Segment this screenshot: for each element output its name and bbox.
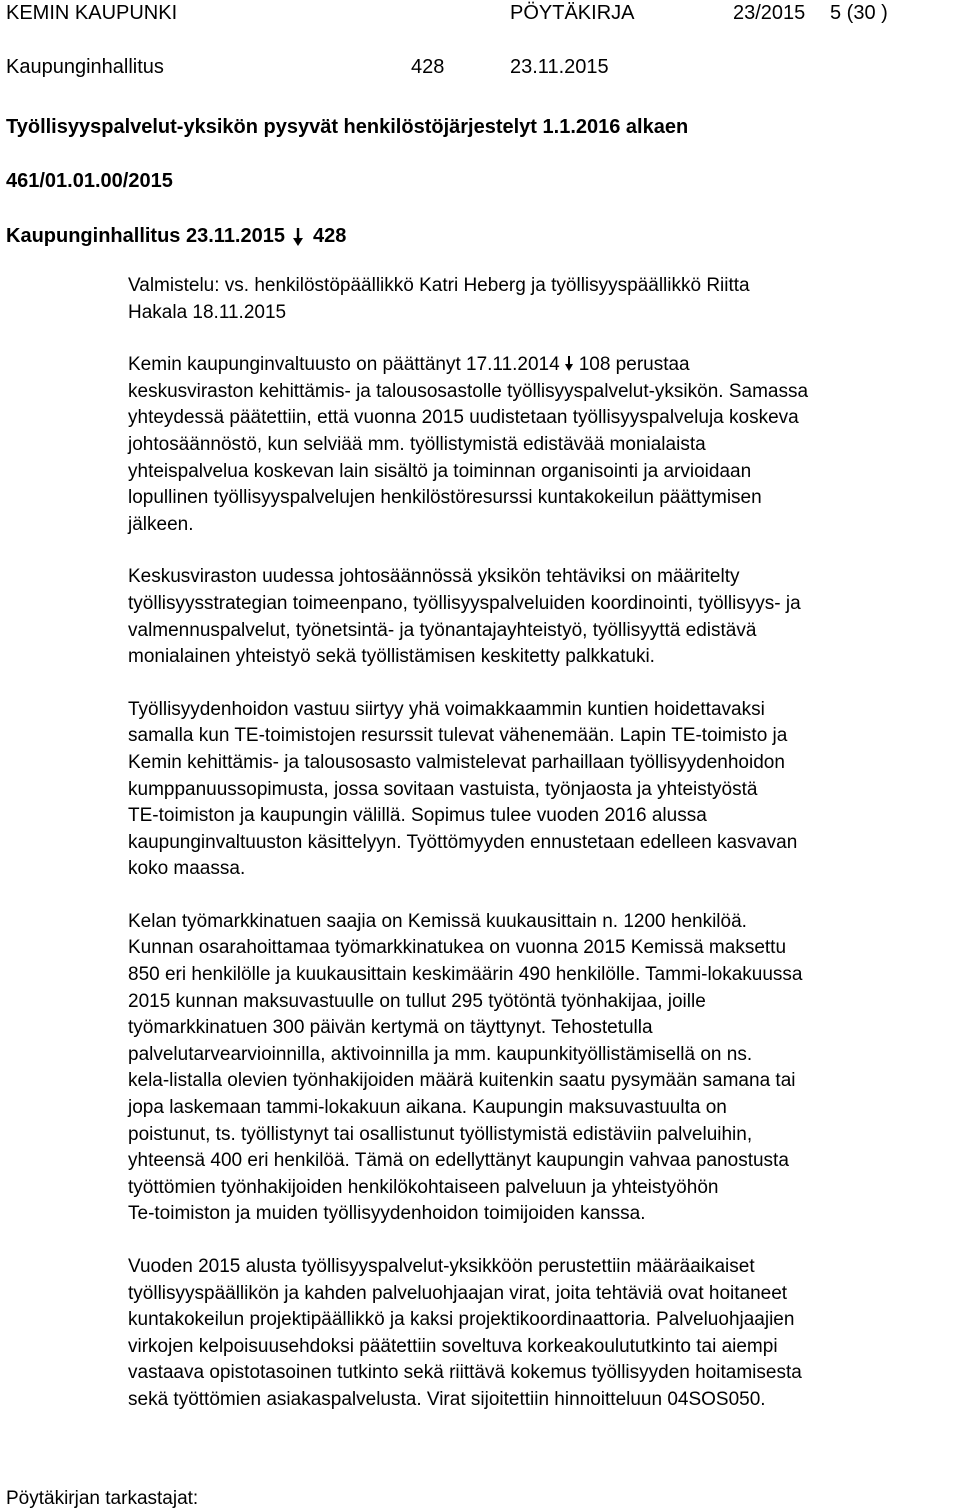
text-line: koko maassa. (128, 858, 246, 880)
text-line: työllisyysstrategian toimeenpano, työllisyyspalveluiden koordinointi, työllisyys- ja (128, 592, 801, 614)
governing-body: Kaupunginhallitus (6, 56, 164, 78)
text-line: jopa laskemaan tammi-lokakuun aikana. Kaupungin maksuvastuulta on (128, 1097, 727, 1119)
document-body (128, 273, 958, 1440)
text-line: poistunut, ts. työllistynyt tai osallistunut työllistymistä edistäviin palveluihin, (128, 1123, 753, 1145)
text-line: kela-listalla olevien työnhakijoiden määrä kuitenkin saatu pysymään samana tai (128, 1070, 796, 1092)
text-line: keskusviraston kehittämis- ja talousosastolle työllisyyspalvelut-yksikön. Samassa (128, 380, 809, 402)
section-arrow-icon (564, 355, 574, 372)
page-number: 5 (30 ) (830, 2, 888, 24)
text-line (128, 352, 958, 379)
paragraph-council-decision (128, 352, 958, 538)
text-line: Vuoden 2015 alusta työllisyyspalvelut-yksikköön perustettiin määräaikaiset (128, 1256, 755, 1277)
page-title: Työllisyyspalvelut-yksikön pysyvät henkilöstöjärjestelyt 1.1.2016 alkaen (6, 116, 689, 138)
paragraph-employment-responsibility (128, 697, 958, 883)
text-line: vastaava opistotasoinen tutkinto sekä riittävä kokemus työllisyyden hoitamisesta (128, 1362, 802, 1384)
text-line: valmennuspalvelut, työnetsintä- ja työnantajayhteistyö, työllisyyttä edistävä (128, 619, 757, 641)
text-line: palvelutarvearvioinnilla, aktivoinnilla ja mm. kaupunkityöllistämisellä on ns. (128, 1043, 753, 1065)
text-line: yhteensä 400 eri henkilöä. Tämä on edellyttänyt kaupungin vahvaa panostusta (128, 1150, 789, 1172)
text-line: sekä työttömien asiakaspalvelusta. Virat sijoitettiin hinnoitteluun 04SOS050. (128, 1388, 766, 1410)
paragraph-temporary-posts (128, 1254, 958, 1414)
text-line: samalla kun TE-toimistojen resurssit tulevat vähenemään. Lapin TE-toimisto ja (128, 725, 788, 747)
paragraph-preparation (128, 273, 958, 326)
text-line: Kunnan osarahoittamaa työmarkkinatukea on vuonna 2015 Kemissä maksettu (128, 937, 787, 959)
text-line: johtosäännöstö, kun selviää mm. työllistymistä edistävää monialaista (128, 433, 706, 455)
text-line: työmarkkinatuen 300 päivän kertymä on täyttynyt. Tehostetulla (128, 1017, 653, 1039)
text-line: yhteispalvelua koskevan lain sisältö ja toiminnan organisointi ja arvioidaan (128, 460, 752, 482)
text-fragment: Kemin kaupunginvaltuusto on päättänyt 17.11.2014 (128, 354, 560, 376)
text-line: lopullinen työllisyyspalvelujen henkilöstöresurssi kuntakokeilun päättymisen (128, 487, 762, 509)
text-line: kaupunginvaltuuston käsittelyyn. Työttömyyden ennustetaan edelleen kasvavan (128, 831, 798, 853)
paragraph-unit-tasks (128, 564, 958, 670)
text-line: Kelan työmarkkinatuen saajia on Kemissä kuukausittain n. 1200 henkilöä. (128, 910, 747, 932)
minutes-checkers-label: Pöytäkirjan tarkastajat: (6, 1488, 199, 1509)
meeting-section: 428 (312, 225, 347, 247)
text-line: Keskusviraston uudessa johtosäännössä yksikön tehtäviksi on määritelty (128, 566, 740, 588)
text-line: Työllisyydenhoidon vastuu siirtyy yhä voimakkaammin kuntien hoidettavaksi (128, 698, 765, 720)
text-line: Hakala 18.11.2015 (128, 301, 287, 323)
section-arrow-icon (292, 227, 304, 247)
text-line: virkojen kelpoisuusehdoksi päätettiin soveltuva korkeakoulututkinto tai aiempi (128, 1335, 778, 1357)
document-type: PÖYTÄKIRJA (510, 2, 635, 24)
text-line: työllisyyspäällikön ja kahden palveluohjaajan virat, joita tehtäviä ovat hoitaneet (128, 1282, 788, 1304)
text-line: kumppanuussopimusta, jossa sovitaan vastuista, työnjaosta ja yhteistyöstä (128, 778, 758, 800)
text-line: Valmistelu: vs. henkilöstöpäällikkö Katri Heberg ja työllisyyspäällikkö Riitta (128, 275, 750, 296)
section-number: 428 (411, 56, 445, 78)
text-line: jälkeen. (128, 513, 194, 535)
text-line: 2015 kunnan maksuvastuulle on tullut 295 työtöntä työnhakijaa, joille (128, 990, 706, 1012)
document-number: 23/2015 (733, 2, 806, 24)
text-line: Kemin kehittämis- ja talousosasto valmistelevat parhaillaan työllisyydenhoidon (128, 751, 785, 773)
meeting-reference (6, 223, 346, 249)
diary-number: 461/01.01.00/2015 (6, 170, 173, 192)
text-line: työttömien työnhakijoiden henkilökohtaiseen palveluun ja yhteistyöhön (128, 1176, 719, 1198)
text-line: 850 eri henkilölle ja kuukausittain keskimäärin 490 henkilölle. Tammi-lokakuussa (128, 964, 803, 986)
organization-name: KEMIN KAUPUNKI (6, 2, 178, 24)
meeting-date: 23.11.2015 (510, 56, 609, 78)
text-line: yhteydessä päätettiin, että vuonna 2015 uudistetaan työllisyyspalveluja koskeva (128, 407, 799, 429)
text-line: kuntakokeilun projektipäällikkö ja kaksi projektikoordinaattoria. Palveluohjaajien (128, 1309, 795, 1331)
text-line: Te-toimiston ja muiden työllisyydenhoidon toimijoiden kanssa. (128, 1203, 646, 1225)
text-line: monialainen yhteistyö sekä työllistämisen keskitetty palkkatuki. (128, 646, 655, 668)
text-line: TE-toimiston ja kaupungin välillä. Sopimus tulee vuoden 2016 alussa (128, 805, 707, 827)
meeting-body-date: Kaupunginhallitus 23.11.2015 (6, 225, 285, 247)
text-fragment: 108 perustaa (578, 354, 690, 376)
paragraph-labour-market-subsidy (128, 909, 958, 1228)
